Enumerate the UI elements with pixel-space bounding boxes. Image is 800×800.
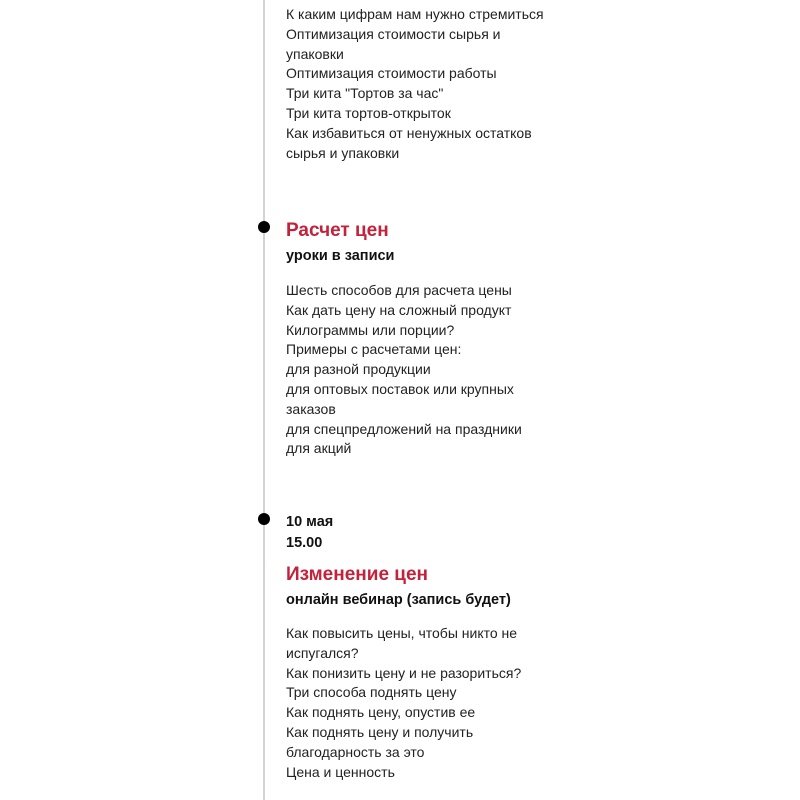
list-item: Три способа поднять цену: [286, 684, 457, 701]
event-date: 10 мая: [286, 514, 334, 530]
section-pricing: [286, 219, 586, 459]
section-subtitle-pricing: уроки в записи: [286, 248, 395, 264]
section-top-list: [286, 5, 586, 163]
list-item: Цена и ценность: [286, 763, 395, 780]
section-change-list: [286, 624, 586, 782]
list-item: Как поднять цену, опустив ее: [286, 704, 476, 721]
list-item: для спецпредложений на праздники: [286, 420, 522, 437]
section-subtitle-change: онлайн вебинар (запись будет): [286, 592, 511, 608]
list-item: Три кита тортов-открыток: [286, 104, 451, 121]
timeline-dot-pricing: [258, 221, 270, 233]
section-title-pricing: Расчет цен: [286, 220, 389, 241]
list-item: заказов: [286, 400, 336, 417]
list-item: Оптимизация стоимости работы: [286, 65, 497, 82]
list-item: Как поднять цену и получить: [286, 723, 474, 740]
list-item: Как понизить цену и не разориться?: [286, 664, 522, 681]
list-item: для разной продукции: [286, 361, 431, 378]
list-item: для акций: [286, 440, 352, 457]
list-item: Шесть способов для расчета цены: [286, 282, 512, 298]
section-pricing-list: [286, 281, 586, 459]
list-item: Три кита "Тортов за час": [286, 85, 444, 102]
list-item: упаковки: [286, 45, 344, 62]
list-item: К каким цифрам нам нужно стремиться: [286, 6, 544, 22]
event-time: 15.00: [286, 535, 323, 551]
list-item: сырья и упаковки: [286, 144, 400, 161]
list-item: Примеры с расчетами цен:: [286, 341, 462, 358]
section-title-change: Изменение цен: [286, 564, 429, 585]
list-item: испугался?: [286, 644, 359, 661]
list-item: благодарность за это: [286, 743, 425, 760]
list-item: Как дать цену на сложный продукт: [286, 301, 512, 318]
list-item: Как избавиться от ненужных остатков: [286, 124, 532, 141]
timeline-line: [263, 0, 265, 800]
list-item: для оптовых поставок или крупных: [286, 380, 514, 397]
timeline-dot-change: [258, 513, 270, 525]
section-top: [286, 5, 586, 163]
list-item: Оптимизация стоимости сырья и: [286, 25, 501, 42]
list-item: Как повысить цены, чтобы никто не: [286, 625, 518, 641]
list-item: Килограммы или порции?: [286, 321, 455, 338]
section-change: [286, 512, 586, 782]
